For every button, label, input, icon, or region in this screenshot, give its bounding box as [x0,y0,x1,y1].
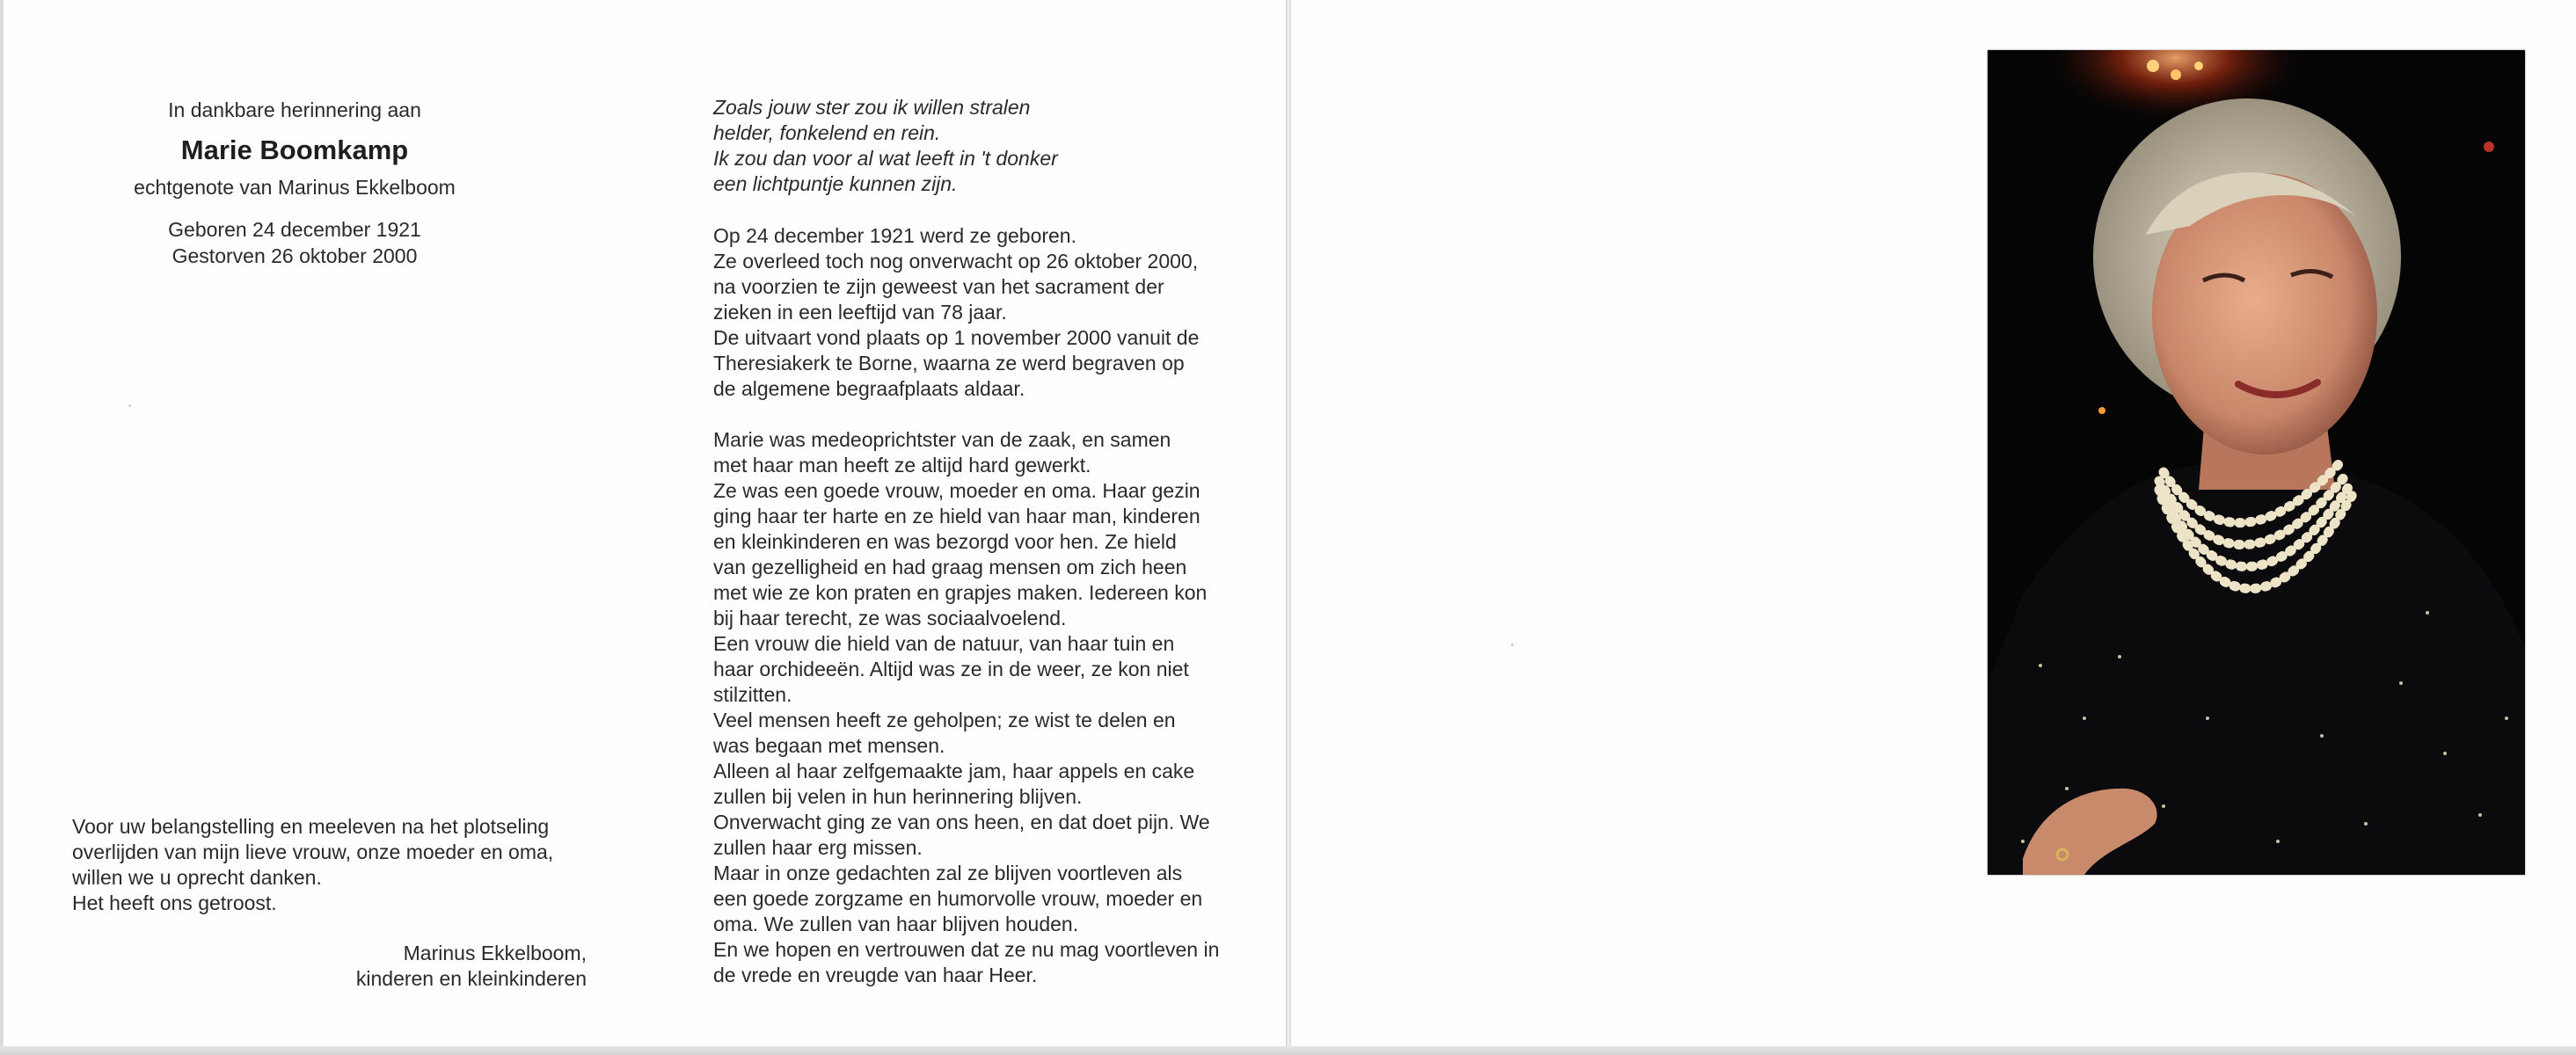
spouse-text: echtgenote van Marinus Ekkelboom [134,176,456,199]
birth-date: Geboren 24 december 1921 [168,218,421,241]
bio-line: na voorzien te zijn geweest van het sacrament der [713,275,1164,298]
biography-paragraph [713,223,1230,402]
memory-line: en kleinkinderen en was bezorgd voor hen. Ze hield [713,530,1177,553]
signature [248,941,587,992]
light-bulb [2147,60,2159,72]
thanks-line: Voor uw belangstelling en meeleven na het plotseling [72,815,550,838]
memory-line: met haar man heeft ze altijd hard gewerkt. [713,454,1091,477]
card-fold [1286,0,1291,1055]
thanks-paragraph [72,814,591,916]
memory-line: de vrede en vreugde van haar Heer. [713,964,1038,986]
memorial-text-column [713,95,1230,1014]
bio-line: zieken in een leeftijd van 78 jaar. [713,301,1007,324]
memory-line: zullen haar erg missen. [713,836,923,859]
memory-line: stilzitten. [713,683,792,706]
thanks-line: Het heeft ons getroost. [72,891,277,914]
memory-line: ging haar ter harte en ze hield van haar man, kinderen [713,505,1200,528]
signature-line: kinderen en kleinkinderen [355,967,587,990]
memory-line: Marie was medeoprichtster van de zaak, en samen [713,428,1171,451]
background-light-spot [2098,407,2105,414]
memory-line: oma. We zullen van haar blijven houden. [713,913,1079,935]
memory-line: Een vrouw die hield van de natuur, van haar tuin en [713,632,1175,655]
memory-line: met wie ze kon praten en grapjes maken. Iedereen kon [713,581,1208,604]
memory-line: Veel mensen heeft ze geholpen; ze wist te delen en [713,709,1176,731]
memory-line: En we hopen en vertrouwen dat ze nu mag voortleven in [713,938,1220,961]
memory-line: Ze was een goede vrouw, moeder en oma. Haar gezin [713,479,1200,502]
scan-speck [128,404,131,407]
poem [713,95,1230,197]
memory-line: Onverwacht ging ze van ons heen, en dat doet pijn. We [713,811,1210,833]
memorial-header [35,97,554,269]
poem-line: Zoals jouw ster zou ik willen stralen [713,96,1031,119]
memory-line: zullen bij velen in hun herinnering blijven. [713,785,1083,808]
poem-line: helder, fonkelend en rein. [713,121,941,144]
portrait-photo [1988,50,2525,875]
memory-line: een goede zorgzame en humorvolle vrouw, moeder en [713,887,1203,910]
background-light-spot [2484,142,2494,152]
portrait-illustration [1988,50,2525,875]
bio-line: De uitvaart vond plaats op 1 november 2000 vanuit de [713,326,1200,349]
deceased-name: Marie Boomkamp [180,135,409,165]
bio-line: Theresiakerk te Borne, waarna ze werd begraven op [713,352,1185,375]
thanks-line: overlijden van mijn lieve vrouw, onze moeder en oma, [72,840,554,863]
intro-text: In dankbare herinnering aan [168,98,421,121]
bio-line: Ze overleed toch nog onverwacht op 26 oktober 2000, [713,250,1199,273]
bio-line: Op 24 december 1921 werd ze geboren. [713,224,1076,247]
memory-line: haar orchideeën. Altijd was ze in de weer, ze kon niet [713,658,1189,680]
memory-line: Alleen al haar zelfgemaakte jam, haar appels en cake [713,760,1195,782]
memory-line: Maar in onze gedachten zal ze blijven voortleven als [713,862,1183,884]
memory-line: bij haar terecht, ze was sociaalvoelend. [713,607,1067,629]
memory-paragraph [713,427,1230,988]
poem-line: Ik zou dan voor al wat leeft in 't donker [713,147,1058,170]
light-bulb [2194,62,2203,70]
scan-speck [1511,644,1514,646]
bio-line: de algemene begraafplaats aldaar. [713,377,1025,400]
thanks-line: willen we u oprecht danken. [72,866,322,889]
memory-line: was begaan met mensen. [713,734,945,757]
death-date: Gestorven 26 oktober 2000 [171,244,418,267]
light-bulb [2171,69,2181,80]
memory-line: van gezelligheid en had graag mensen om zich heen [713,556,1187,578]
signature-line: Marinus Ekkelboom, [403,942,587,964]
poem-line: een lichtpuntje kunnen zijn. [713,172,958,195]
card-bottom-edge [0,1046,2576,1055]
